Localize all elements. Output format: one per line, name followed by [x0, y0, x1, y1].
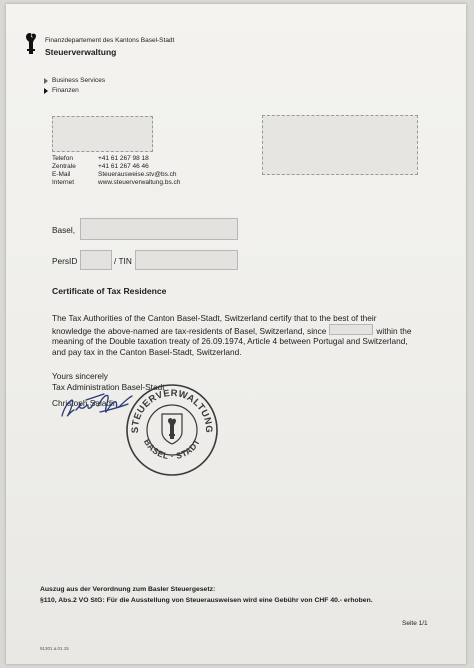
certificate-line-4: and pay tax in the Canton Basel-Stadt, Switzerland.	[52, 346, 242, 357]
certificate-line-1: The Tax Authorities of the Canton Basel-Stadt, Switzerland certify that to the best of their	[52, 313, 377, 323]
closing-greeting: Yours sincerely	[52, 371, 108, 381]
contact-row-zentrale: Zentrale +41 61 267 46 46	[52, 163, 149, 170]
official-stamp	[124, 382, 220, 478]
document-page	[6, 4, 466, 664]
triangle-outline-icon	[44, 78, 48, 84]
signatory-name: Christoph Saladin	[52, 398, 118, 408]
basel-staff-icon	[24, 32, 38, 56]
stamp-top-text: STEUERVERWALTUNG	[129, 387, 215, 434]
place-label: Basel,	[52, 225, 76, 235]
certificate-line-2: knowledge the above-named are tax-residents of Basel, Switzerland, since within the	[52, 325, 412, 336]
redacted-recipient-address	[262, 115, 418, 175]
department-name: Finanzdepartement des Kantons Basel-Stadt	[45, 37, 175, 44]
form-code: 91301.a.01.15	[40, 646, 69, 651]
certificate-line-3: meaning of the Double taxation treaty of 26.09.1974, Article 4 between Portugal and Switzerland,	[52, 336, 408, 347]
redacted-sender-block	[52, 116, 153, 152]
nav-item-finanzen	[44, 87, 79, 95]
persid-label: PersID	[52, 256, 78, 266]
office-name: Steuerverwaltung	[45, 47, 117, 57]
nav-item-business-services	[44, 77, 105, 85]
stamp-bottom-text: BASEL · STADT	[141, 437, 203, 462]
closing-authority: Tax Administration Basel-Stadt	[52, 382, 165, 392]
nav-label: Business Services	[52, 77, 106, 84]
redacted-since-date	[329, 324, 373, 335]
contact-details	[52, 155, 180, 187]
footer-heading: Auszug aus der Verordnung zum Basler Steuergesetz:	[40, 586, 216, 593]
redacted-date-field	[80, 218, 238, 240]
contact-row-telefon: Telefon +41 61 267 98 18	[52, 155, 149, 162]
certificate-body	[52, 313, 432, 357]
certificate-title: Certificate of Tax Residence	[52, 286, 167, 296]
tin-label: / TIN	[114, 256, 132, 266]
contact-row-internet: Internet www.steuerverwaltung.bs.ch	[52, 179, 181, 186]
contact-row-email: E-Mail Steuerausweise.stv@bs.ch	[52, 171, 177, 178]
nav-label: Finanzen	[52, 87, 79, 94]
redacted-persid-field	[80, 250, 112, 270]
footer-text: §110, Abs.2 VO StG: Für die Ausstellung von Steuerausweisen wird eine Gebühr von CHF 40.- erhoben.	[40, 597, 373, 604]
page-number: Seite 1/1	[402, 620, 428, 627]
stamp-coat-of-arms	[162, 414, 182, 444]
triangle-filled-icon	[44, 88, 48, 94]
redacted-tin-field	[135, 250, 238, 270]
